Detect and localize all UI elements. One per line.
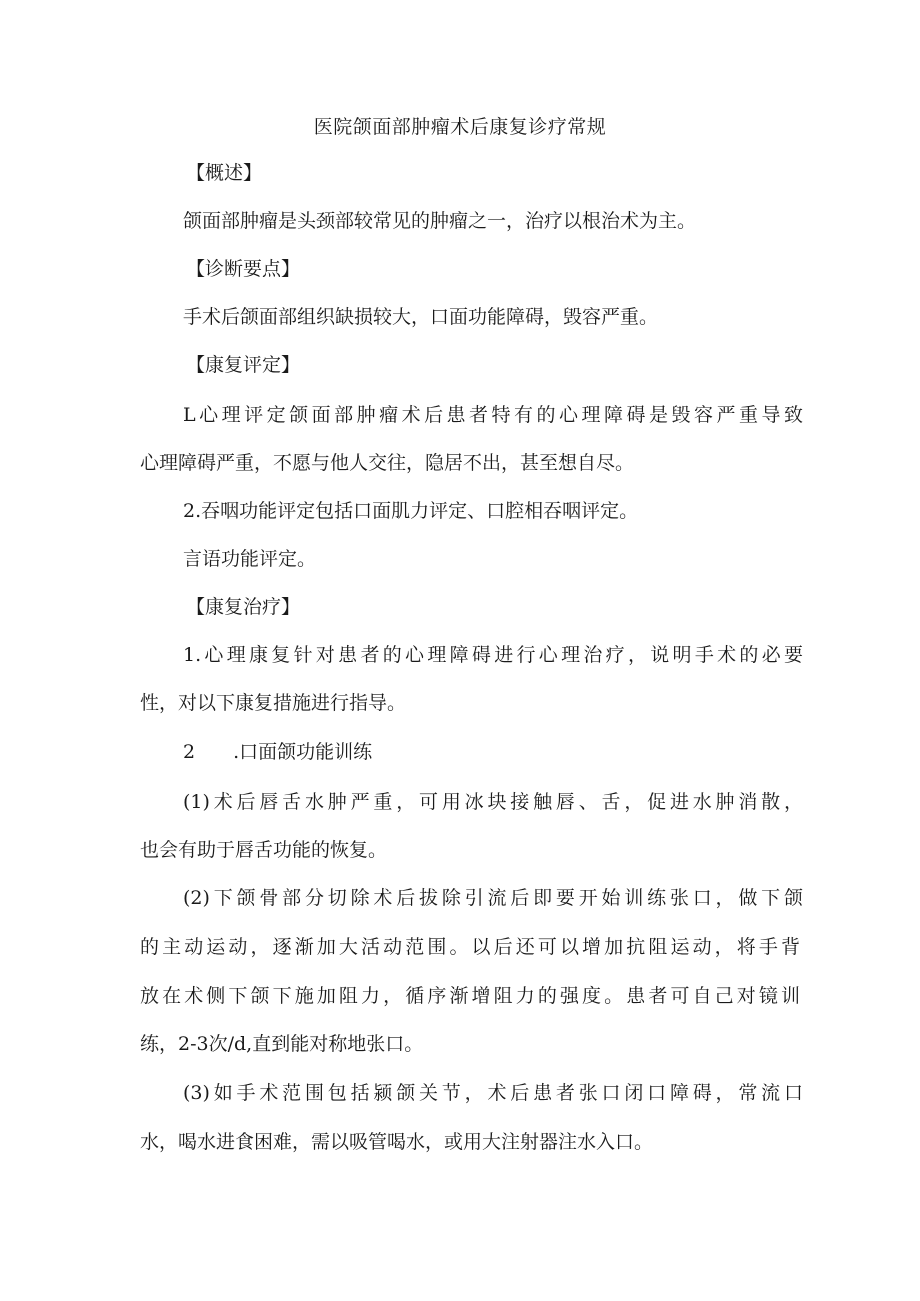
section-heading-diagnosis: 【诊断要点】 xyxy=(186,258,301,280)
section-heading-treatment: 【康复治疗】 xyxy=(186,596,301,618)
paragraph-line: (2)下颌骨部分切除术后拔除引流后即要开始训练张口，做下颌 xyxy=(183,887,803,909)
paragraph-line: 言语功能评定。 xyxy=(183,548,317,570)
paragraph-line: (3)如手术范围包括颍颌关节，术后患者张口闭口障碍，常流口 xyxy=(183,1082,803,1104)
paragraph-line: 的主动运动，逐渐加大活动范围。以后还可以增加抗阻运动，将手背 xyxy=(140,936,800,958)
paragraph-line: 颌面部肿瘤是头颈部较常见的肿瘤之一，治疗以根治术为主。 xyxy=(183,210,697,232)
paragraph-line: (1)术后唇舌水肿严重，可用冰块接触唇、舌，促进水肿消散， xyxy=(183,791,803,813)
paragraph-line: 放在术侧下颌下施加阻力，循序渐增阻力的强度。患者可自己对镜训 xyxy=(140,985,800,1007)
paragraph-line: 练，2-3次/d,直到能对称地张口。 xyxy=(140,1033,424,1055)
document-title: 医院颌面部肿瘤术后康复诊疗常规 xyxy=(313,116,607,138)
paragraph-line: 手术后颌面部组织缺损较大，口面功能障碍，毁容严重。 xyxy=(183,306,659,328)
paragraph-line: 心理障碍严重，不愿与他人交往，隐居不出，甚至想自尽。 xyxy=(140,452,635,474)
section-heading-assessment: 【康复评定】 xyxy=(186,354,301,376)
section-heading-overview: 【概述】 xyxy=(186,162,263,184)
paragraph-line: 1.心理康复针对患者的心理障碍进行心理治疗，说明手术的必要 xyxy=(183,644,803,666)
paragraph-line: 2.吞咽功能评定包括口面肌力评定、口腔相吞咽评定。 xyxy=(183,500,639,522)
paragraph-line: 2 .口面颌功能训练 xyxy=(183,741,373,763)
paragraph-line: 也会有助于唇舌功能的恢复。 xyxy=(140,839,388,861)
paragraph-line: 水，喝水进食困难，需以吸管喝水，或用大注射器注水入口。 xyxy=(140,1131,654,1153)
paragraph-line: 性，对以下康复措施进行指导。 xyxy=(140,692,407,714)
paragraph-line: L心理评定颌面部肿瘤术后患者特有的心理障碍是毁容严重导致 xyxy=(183,404,803,426)
